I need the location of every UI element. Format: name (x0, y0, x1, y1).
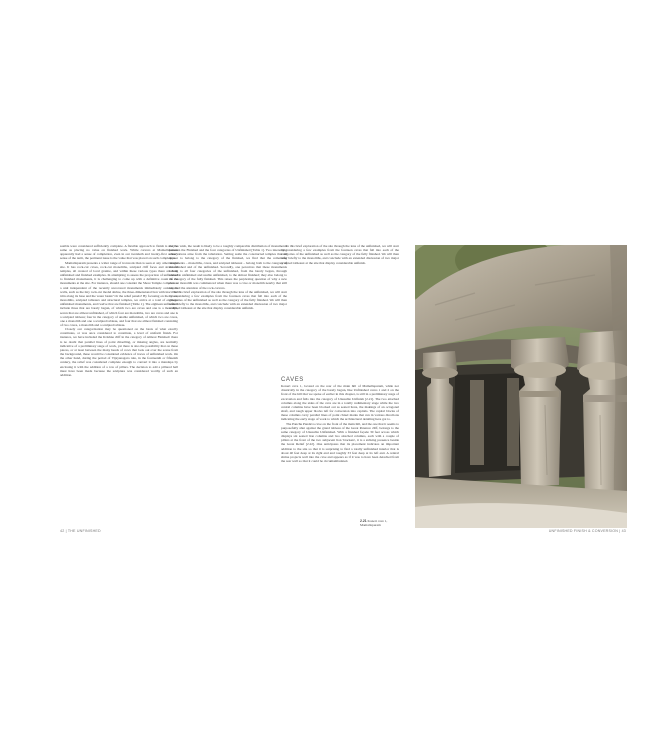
folio-right: UNFINISHED FINISH & CONVERSION | 43 (548, 529, 626, 533)
figure-number: 2.21 (360, 519, 367, 523)
paragraph: Closely our categorization may be questioned on the basis of what exactly constitutes, or was once considered to constitute, a level of uniform finish. For instance, we have included the Krishna cliff in the category of Almost Finished: there is no doubt that parallel lines of point chiselling, or missing angles, are normally indicative of a preliminary stage of work, yet there is also the possibility that on these pieces, or at least between the many heads of cows that look out over the scene from the background, these would be considered evidence of traces of unfinished work. On the other hand, during the period of Vijayanagara rule, in the fourteenth or fifteenth century, the relief was considered complete enough to convert it into a mandapa by enclosing it with the addition of a row of pillars. The decision to add a pillared hall must have been made because the sculpture was considered worthy of such an addition. (60, 327, 178, 377)
paragraph: they so wish, the result is likely to be a roughly comparable distribution of monuments between the Finished and the four categories of Unfinished [Table 1]. Two interesting observations arise from the tabulation. Setting aside the constructed temples that all appear to belong to the category of the finished, we find that the remaining monuments – monoliths, caves, and sculpted tableaux – belong both to the category of the finished and of the unfinished. Secondly, one perceives that these monuments belong to all four categories of the unfinished, from the barely begun, through unusable unfinished and usable unfinished, to the almost finished; they also belong to the category of the fully finished. This raises the perplexing question of why a new cave or monolith was commenced when there was a cave or monolith nearby that still required the attention of the rock-carvers. (169, 244, 287, 290)
text-block-upper (281, 244, 399, 376)
figure-caption (360, 519, 406, 527)
paragraph: In this brief exploration of the site through the lens of the unfinished, we will start by considering a few examples from the fourteen caves that fall into each of the categories of the unfinished as well as the category of the fully finished. We will then refer briefly to the monoliths, and conclude with an extended discussion of two major sculpted tableaux at the site that display considerable unfinish. (281, 244, 399, 265)
text-column-3 (281, 244, 399, 526)
cave-photograph-drawing (415, 245, 627, 528)
text-block-lower (281, 384, 399, 514)
paragraph: The Panchu Pandava cave on the front of the main hill, and the one that it seems to purposefully abut against the grand tableau of the Great Penance cliff, belongs to the same category of Unusable Unfinished. With a finished façade 30 feet across which displays six seated lion columns and two attached columns, each with a couple of pillars at the front of the two subjacent lion 'brackets', it is a striking presence beside the Great Relief [2.22]. One anticipates that its placement indicates an important addition to the site so that it is surprising to find a totally unfinished interior that is about 40 feet deep at its right end and roughly 33 feet deep at its left end. A central shrine projects well into the cave and appears as if it was to have been detached from the rear wall so that it could be circumambulated. (281, 421, 399, 463)
section-heading-caves: CAVES (281, 377, 304, 383)
paragraph: In this brief exploration of the site through the lens of the unfinished, we will start by considering a few examples from the fourteen caves that fall into each of the categories of the unfinished as well as the category of the fully finished. We will then refer briefly to the monoliths, and conclude with an extended discussion of two major sculpted tableaux at the site that display considerable unfinish. (169, 289, 287, 311)
paragraph: sasible were considered sufficiently complete. A flexible approach to finish is not the same as placing no value on finished work. While carvers at Mamallapuram apparently had a sense of completion, even in our twentieth and twenty-first century sense of the term, the pertinent issue is the value that was placed on such completion. (60, 244, 178, 261)
text-column-1 (60, 244, 178, 526)
text-column-2 (169, 244, 287, 526)
caption-text: Koneri cave 1, Mamallapuram (360, 519, 388, 528)
paragraph: Mamallapuram presents a wider range of ironwork than is seen at any other single site. It has rock-cut caves, rock-cut monoliths, sculpted cliff faces and structural temples, all created of local granite, and within these various types there are both unfinished and finished examples. In attempting to assess the proportion of unfinished to finished monuments, it is challenging to come up with a definitive count of the monuments at the site. For instance, should one consider the Shore Temple complex as a unit independent of the recently uncovered monuments immediately outside its walls, such as the tiny rock-cut model shrine, the three-dimensional lion with inscribed tritn along its base and the water basin? Or the relief panels? By focusing on the caves, monoliths, sculpted tableaux and structural temples, we arrive at a total of eighteen unfinished monuments, and twelve that are finished [Table 1]. The eighteen unfinished include three that are barely begun, of which two are caves and one is a monolith, seven that are almost unfinished, of which four are monoliths, two are caves and one is a sculpted tableau; four in the category of unable unfinished, of which two are caves, one a monolith and one a sculpted tableau, and four that are almost finished consisting of two caves, a monolith and a sculpted tableau. (60, 260, 178, 327)
paragraph: Koneri cave 1, located on the rear of the main hill of Mamallapuram, while not drastically in the category of the barely begun, like Unfinished caves 1 and 2 on the front of the hill that we spoke of earlier in this chapter, is still in a preliminary stage of excavation and falls into the category of Unusable Unfinish [2.21]. The two attached columns along the sides of the cave are in a totally rudimentary stage while the two central columns have been blocked out as seated lions, the makings of an octagonal shaft, and rough upper blocks left for conversion into capitals. The capital blocks of these columns carry parallel lines of point chisel marks that run in various directions indicating the early stage of work to which the architectural detailing here got to. (281, 384, 399, 422)
cave-photograph (415, 245, 627, 528)
folio-left: 42 | THE UNFINISHED (60, 529, 101, 533)
